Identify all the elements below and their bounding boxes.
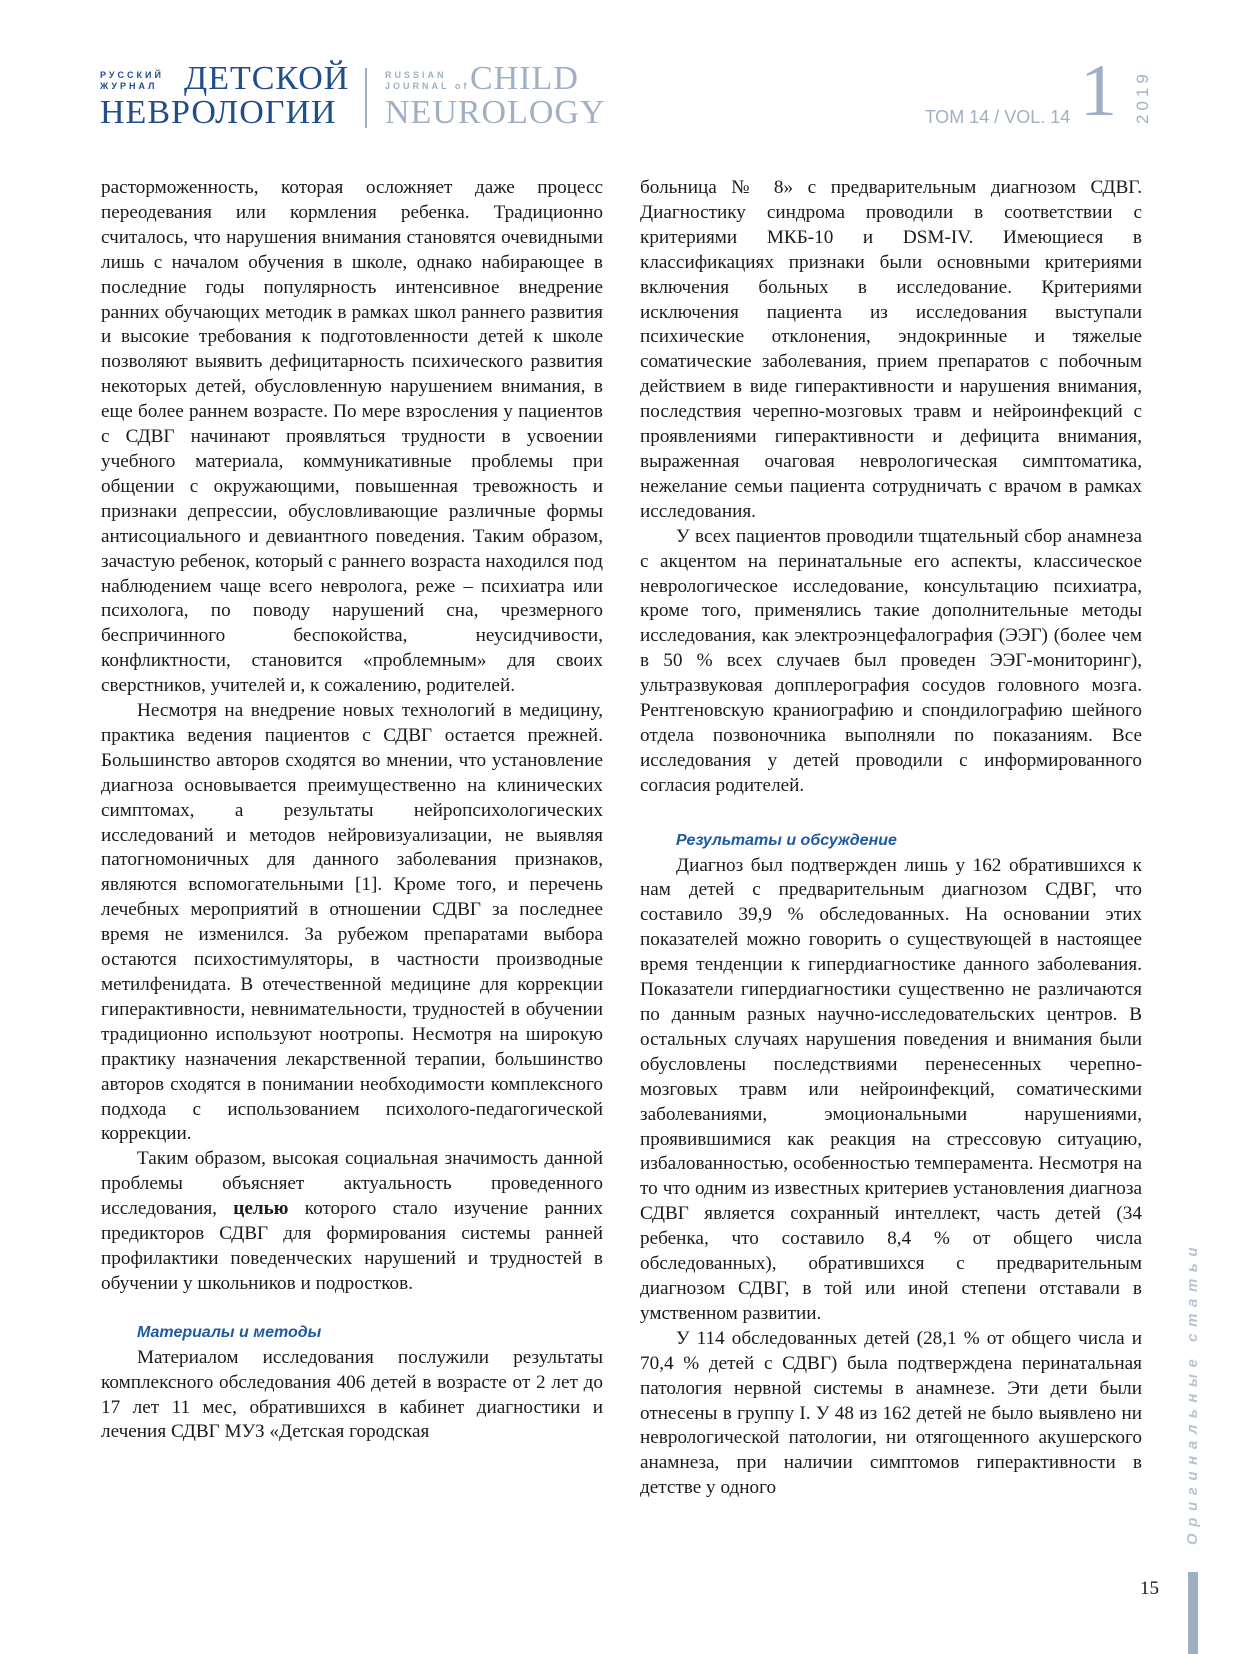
masthead-ru-title-2: НЕВРОЛОГИИ	[100, 94, 337, 131]
masthead-en-small: RUSSIAN JOURNAL of	[385, 70, 470, 91]
paragraph: У 114 обследованных детей (28,1 % от общего числа и 70,4 % детей с СДВГ) была подтверждена перинатальная патология нервной системы в анамнезе. Эти дети были отнесены в группу I. У 48 из 162 детей не было выявлено ни неврологической патологии, ни отягощенного акушерского анамнеза, при наличии симптомов гиперактивности в детстве у одного	[640, 1327, 1142, 1499]
masthead-ru-small: РУССКИЙ ЖУРНАЛ	[100, 70, 164, 91]
paragraph: Материалом исследования послужили результаты комплексного обследования 406 детей в возрасте от 2 лет до 17 лет 11 мес, обратившихся в кабинет диагностики и лечения СДВГ МУЗ «Детская городская	[101, 1346, 603, 1443]
emphasis-word: целью	[233, 1198, 289, 1220]
masthead-en-title-2: NEUROLOGY	[385, 94, 606, 131]
masthead-ru-title-1: ДЕТСКОЙ	[184, 60, 350, 97]
paragraph-text: Таким образом, высокая социальная значимость данной проблемы объясняет актуальность проведенного исследования,	[101, 1148, 603, 1220]
right-column	[640, 176, 1142, 1501]
section-rail-label: Оригинальные статьи	[1184, 1240, 1201, 1545]
paragraph: Несмотря на внедрение новых технологий в медицину, практика ведения пациентов с СДВГ остается прежней. Большинство авторов сходятся во мнении, что установление диагноза основывается преимущественно на клинических симптомах, а результаты нейропсихологических исследований и методов нейровизуализации, не выявляя патогномоничных для данного заболевания признаков, являются вспомогательными [1]. Кроме того, и перечень лечебных мероприятий в отношении СДВГ за последнее время не изменился. За рубежом препаратами выбора остаются психостимуляторы, в частности производные метилфенидата. В отечественной медицине для коррекции гиперактивности, невнимательности, трудностей в обучении традиционно используют ноотропы. Несмотря на широкую практику назначения лекарственной терапии, большинство авторов сходятся в понимании необходимости комплексного подхода с использованием психолого-педагогической коррекции.	[101, 700, 603, 1145]
rail-bar	[1188, 1572, 1198, 1654]
journal-masthead	[100, 50, 1152, 132]
paragraph	[101, 1147, 603, 1296]
left-column	[101, 176, 603, 1445]
page-number: 15	[1140, 1578, 1159, 1599]
paragraph: Диагноз был подтвержден лишь у 162 обратившихся к нам детей с предварительным диагнозом СДВГ, что составило 39,9 % обследованных. На основании этих показателей можно говорить о существующей в настоящее время тенденции к гипердиагностике данного заболевания. Показатели гипердиагностики существенно не различаются по данным разных научно-исследовательских центров. В остальных случаях нарушения поведения и внимания были обусловлены последствиями перенесенных черепно-мозговых травм или нейроинфекций, соматическими заболеваниями, эмоциональными нарушениями, проявившимися как реакция на стрессовую ситуацию, избалованностью, особенностью темперамента. Несмотря на то что одним из известных критериев установления диагноза СДВГ является сохранный интеллект, часть детей (34 ребенка, что составило 8,4 % от общего числа обследованных), обратившихся с предварительным диагнозом СДВГ, в той или иной степени отставали в умственном развитии.	[640, 854, 1142, 1324]
paragraph: У всех пациентов проводили тщательный сбор анамнеза с акцентом на перинатальные его аспекты, классическое неврологическое исследование, консультацию психиатра, кроме того, применялись такие дополнительные методы исследования, как электроэнцефалография (ЭЭГ) (более чем в 50 % всех случаев был проведен ЭЭГ-мониторинг), ультразвуковая допплерография сосудов головного мозга. Рентгеновскую краниографию и спондилографию шейного отдела позвоночника выполняли по показаниям. Все исследования у детей проводили с информированного согласия родителей.	[640, 525, 1142, 796]
issue-year: 2019	[1133, 70, 1152, 124]
volume-label: ТОМ 14 / VOL. 14	[925, 107, 1071, 127]
paragraph: больница № 8» с предварительным диагнозом СДВГ. Диагностику синдрома проводили в соответствии с критериями МКБ-10 и DSM-IV. Имеющиеся в классификациях признаки были основными критериями включения больных в исследование. Критериями исключения пациента из исследования выступали психические отклонения, эндокринные и тяжелые соматические заболевания, прием препаратов с побочным действием в виде гиперактивности и нарушения внимания, последствия черепно-мозговых травм и нейроинфекций с проявлениями гиперактивности и дефицита внимания, выраженная очаговая неврологическая симптоматика, нежелание семьи пациента сотрудничать с врачом в рамках исследования.	[640, 177, 1142, 522]
masthead-divider	[365, 68, 367, 128]
section-heading-methods: Материалы и методы	[137, 1323, 322, 1341]
masthead-en-title-1: CHILD	[470, 60, 579, 97]
paragraph-text: которого стало изучение ранних предикторов СДВГ для формирования системы ранней профилактики поведенческих нарушений и трудностей в обучении у школьников и подростков.	[101, 1198, 603, 1294]
paragraph: расторможенность, которая осложняет даже процесс переодевания или кормления ребенка. Традиционно считалось, что нарушения внимания становятся очевидными лишь с началом обучения в школе, однако набирающее в последние годы популярность интенсивное внедрение ранних обучающих методик в рамках школ раннего развития и высокие требования к подготовленности детей к школе позволяют выявить дефицитарность психического развития некоторых детей, обусловленную нарушением внимания, в еще более раннем возрасте. По мере взросления у пациентов с СДВГ начинают проявляться трудности в усвоении учебного материала, коммуникативные проблемы при общении с окружающими, повышенная тревожность и признаки депрессии, обусловливающие различные формы антисоциального и девиантного поведения. Таким образом, зачастую ребенок, который с раннего возраста находился под наблюдением чаще всего невролога, реже – психиатра или психолога, по поводу нарушений сна, чрезмерного беспричинного беспокойства, неусидчивости, конфликтности, становится «проблемным» для своих сверстников, учителей и, к сожалению, родителей.	[101, 177, 603, 697]
issue-number: 1	[1080, 50, 1117, 132]
section-heading-results: Результаты и обсуждение	[676, 831, 897, 849]
